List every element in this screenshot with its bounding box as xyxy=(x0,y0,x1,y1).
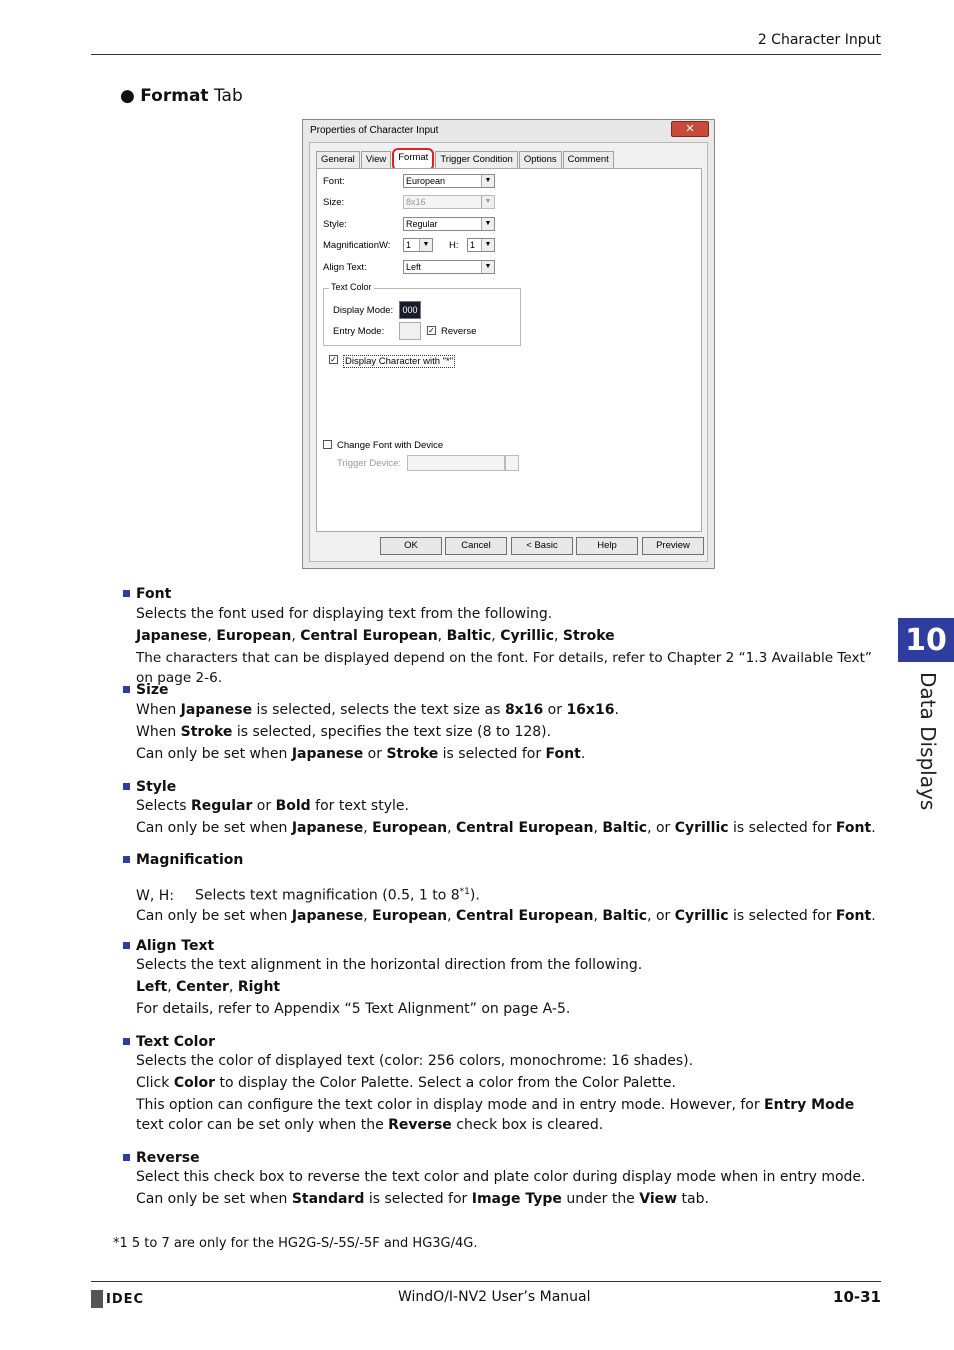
ok-button[interactable]: OK xyxy=(380,537,442,555)
style-select[interactable] xyxy=(403,217,495,231)
entry-mode-color-button[interactable] xyxy=(399,322,421,340)
tab-options[interactable]: Options xyxy=(519,151,562,168)
header-rule xyxy=(91,54,881,55)
heading-rest: Tab xyxy=(208,86,243,106)
reverse-checkbox[interactable]: ✓ xyxy=(428,326,435,335)
align-desc: Selects the text alignment in the horizontal direction from the following. xyxy=(136,957,643,973)
font-select[interactable] xyxy=(403,174,495,188)
size-heading: Size xyxy=(123,680,169,700)
trigger-device-label: Trigger Device: xyxy=(337,458,402,469)
help-button[interactable]: Help xyxy=(576,537,638,555)
style-line-1: Selects Regular or Bold for text style. xyxy=(136,798,409,814)
font-desc: Selects the font used for displaying text from the following. xyxy=(136,606,553,622)
size-select[interactable] xyxy=(403,195,495,209)
style-label: Style: xyxy=(323,219,347,230)
tab-general[interactable]: General xyxy=(316,151,360,168)
footnote: *1 5 to 7 are only for the HG2G-S/-5S/-5F and HG3G/4G. xyxy=(113,1236,478,1251)
font-label: Font: xyxy=(323,176,345,187)
text-color-body xyxy=(136,1051,881,1135)
display-char-checkbox[interactable]: ✓ xyxy=(330,355,337,364)
tab-trigger-condition[interactable]: Trigger Condition xyxy=(435,151,518,168)
style-heading: Style xyxy=(123,777,176,797)
size-label: Size: xyxy=(323,197,345,208)
display-char-label: Display Character with "*" xyxy=(345,356,454,367)
preview-button[interactable]: Preview xyxy=(642,537,704,555)
magnification-body xyxy=(136,882,881,926)
text-color-group xyxy=(323,288,521,346)
align-label: Align Text: xyxy=(323,262,367,273)
format-panel xyxy=(316,168,702,532)
footer-rule xyxy=(91,1281,881,1282)
manual-title: WindO/I-NV2 User’s Manual xyxy=(398,1289,591,1305)
text-color-group-label: Text Color xyxy=(331,282,372,292)
magnification-heading: Magnification xyxy=(123,850,243,870)
chevron-down-icon: ▼ xyxy=(481,239,494,251)
font-select-value: European xyxy=(406,176,446,186)
reverse-desc: Select this check box to reverse the text color and plate color during display mode when in entry mode. xyxy=(136,1169,866,1185)
magnification-label: Magnification xyxy=(323,240,379,251)
running-header: 2 Character Input xyxy=(757,32,881,48)
align-body xyxy=(136,955,881,1019)
idec-logo xyxy=(91,1290,144,1308)
chapter-title: Data Displays xyxy=(916,672,940,811)
w-label: W: xyxy=(379,240,391,251)
magnification-line-1: W, H: Selects text magnification (0.5, 1 to 8$^{*1}$). xyxy=(136,887,480,904)
text-color-line-2: Click Color to display the Color Palette. Select a color from the Color Palette. xyxy=(136,1075,676,1091)
chevron-down-icon: ▼ xyxy=(481,218,494,230)
font-options: Japanese, European, Central European, Baltic, Cyrillic, Stroke xyxy=(136,628,615,644)
chevron-down-icon: ▼ xyxy=(481,196,494,208)
size-select-value: 8x16 xyxy=(406,197,426,207)
size-line-1: When Japanese is selected, selects the text size as 8x16 or 16x16. xyxy=(136,702,619,718)
h-select-value: 1 xyxy=(470,240,476,250)
reverse-label: Reverse xyxy=(441,326,477,337)
display-mode-color-button[interactable]: 000 xyxy=(399,301,421,319)
align-options: Left, Center, Right xyxy=(136,979,281,995)
size-line-3: Can only be set when Japanese or Stroke is selected for Font. xyxy=(136,746,586,762)
basic-button[interactable]: < Basic xyxy=(511,537,573,555)
text-color-line-3: This option can configure the text color in display mode and in entry mode. However, for Entry Mode text color can be set only when the Reverse check box is cleared. xyxy=(136,1097,855,1133)
align-select[interactable] xyxy=(403,260,495,274)
style-body xyxy=(136,796,881,838)
magnification-line-2: Can only be set when Japanese, European, Central European, Baltic, or Cyrillic is selected for Font. xyxy=(136,907,876,924)
logo-text: IDEC xyxy=(106,1291,145,1307)
chevron-down-icon: ▼ xyxy=(481,175,494,187)
chevron-down-icon: ▼ xyxy=(419,239,432,251)
logo-mark xyxy=(91,1290,103,1308)
tab-format[interactable]: Format xyxy=(392,148,434,171)
font-note: The characters that can be displayed depend on the font. For details, refer to Chapter 2 “1.3 Available Text” on page 2-6. xyxy=(136,650,872,686)
change-font-label: Change Font with Device xyxy=(337,440,444,451)
font-heading: Font xyxy=(123,584,171,604)
section-heading: ● Format Tab xyxy=(120,86,243,106)
text-color-desc: Selects the color of displayed text (color: 256 colors, monochrome: 16 shades). xyxy=(136,1053,694,1069)
close-icon[interactable]: ✕ xyxy=(671,121,709,137)
tab-view[interactable]: View xyxy=(361,151,391,168)
tab-strip xyxy=(316,151,615,169)
style-line-2: Can only be set when Japanese, European, Central European, Baltic, or Cyrillic is selected for Font. xyxy=(136,820,876,836)
cancel-button[interactable]: Cancel xyxy=(445,537,507,555)
align-note: For details, refer to Appendix “5 Text Alignment” on page A-5. xyxy=(136,1001,571,1017)
page-number: 10-31 xyxy=(833,1288,881,1306)
change-font-checkbox[interactable] xyxy=(323,440,332,449)
chapter-side-label xyxy=(906,672,946,811)
font-body xyxy=(136,604,881,688)
properties-dialog xyxy=(302,119,715,569)
tab-comment[interactable]: Comment xyxy=(563,151,614,168)
align-select-value: Left xyxy=(406,262,422,272)
h-label: H: xyxy=(449,240,459,251)
dialog-body xyxy=(309,142,708,562)
trigger-device-browse-button[interactable] xyxy=(505,455,519,471)
reverse-body xyxy=(136,1167,881,1209)
size-line-2: When Stroke is selected, specifies the text size (8 to 128). xyxy=(136,724,552,740)
entry-mode-label: Entry Mode: xyxy=(333,326,385,337)
reverse-heading: Reverse xyxy=(123,1148,200,1168)
align-heading: Align Text xyxy=(123,936,214,956)
chevron-down-icon: ▼ xyxy=(481,261,494,273)
text-color-heading: Text Color xyxy=(123,1032,215,1052)
w-select-value: 1 xyxy=(406,240,412,250)
chapter-number-tab: 10 xyxy=(898,618,954,662)
reverse-line-2: Can only be set when Standard is selected for Image Type under the View tab. xyxy=(136,1191,709,1207)
w-select[interactable] xyxy=(403,238,433,252)
h-select[interactable] xyxy=(467,238,495,252)
display-mode-label: Display Mode: xyxy=(333,305,394,316)
size-body xyxy=(136,700,881,764)
style-select-value: Regular xyxy=(406,219,438,229)
trigger-device-input[interactable] xyxy=(407,455,505,471)
heading-bold: Format xyxy=(140,86,209,106)
dialog-title: Properties of Character Input xyxy=(310,125,439,136)
